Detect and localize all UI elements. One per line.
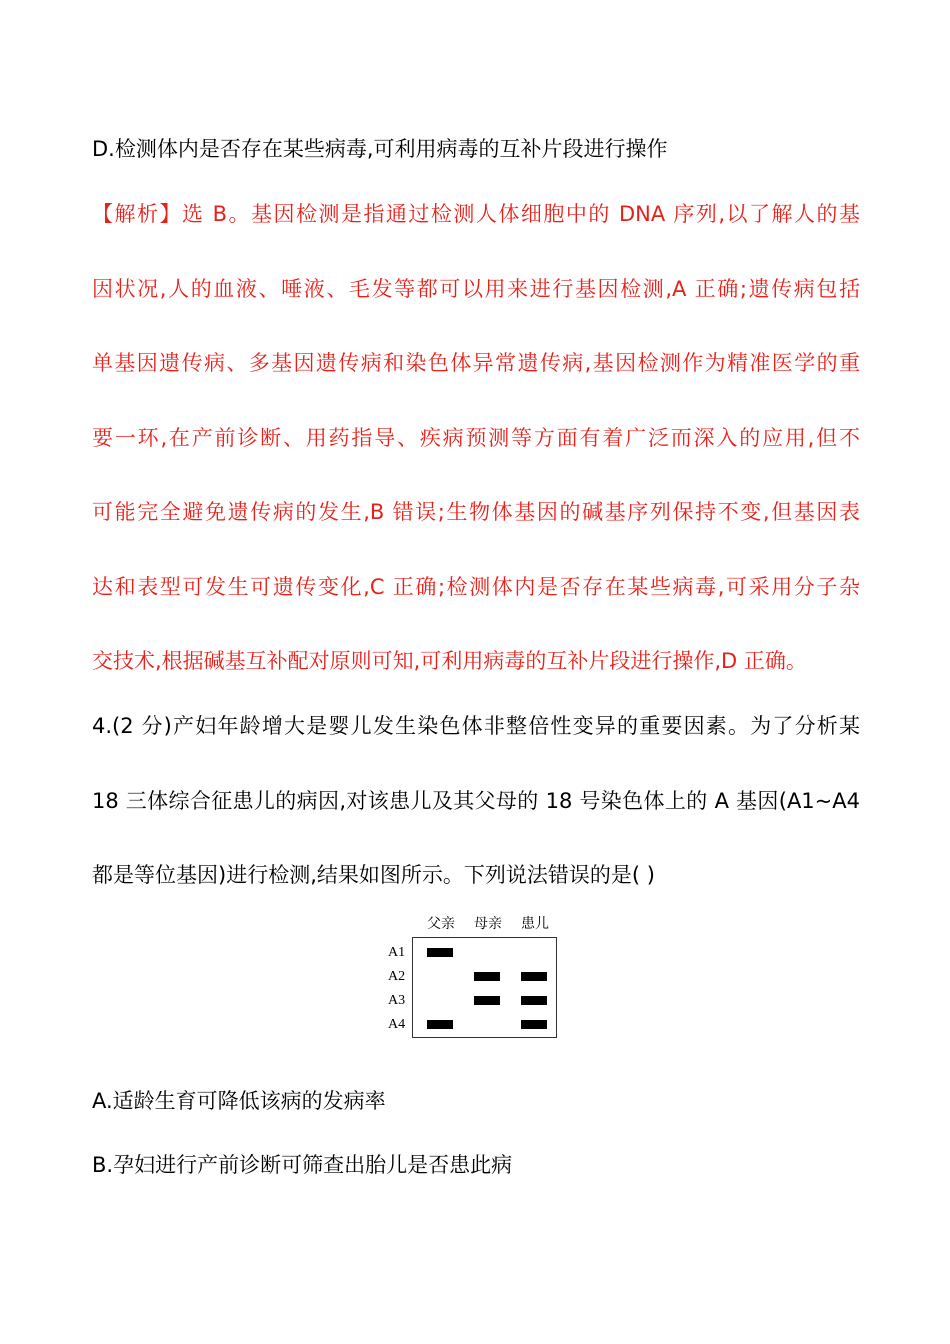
question-line: 都是等位基因)进行检测,结果如图所示。下列说法错误的是( ) (92, 863, 655, 887)
option-b: B.孕妇进行产前诊断可筛查出胎儿是否患此病 (92, 1153, 513, 1177)
gel-column-label-father: 父亲 (427, 916, 455, 932)
gel-row-label-a4: A4 (388, 1017, 406, 1032)
analysis-line: 因状况,人的血液、唾液、毛发等都可以用来进行基因检测,A 正确;遗传病包括 (92, 277, 860, 301)
gel-row-label-a1: A1 (388, 945, 406, 960)
option-d: D.检测体内是否存在某些病毒,可利用病毒的互补片段进行操作 (92, 137, 668, 161)
analysis-line: 要一环,在产前诊断、用药指导、疾病预测等方面有着广泛而深入的应用,但不 (92, 426, 860, 450)
analysis-line: 单基因遗传病、多基因遗传病和染色体异常遗传病,基因检测作为精准医学的重 (92, 351, 860, 375)
gel-band-a4-1 (427, 1020, 453, 1029)
gel-band-a3-2 (474, 996, 500, 1005)
gel-band-a2-3 (521, 972, 547, 981)
analysis-line: 可能完全避免遗传病的发生,B 错误;生物体基因的碱基序列保持不变,但基因表 (92, 500, 860, 524)
gel-row-label-a2: A2 (388, 969, 406, 984)
gel-band-a2-2 (474, 972, 500, 981)
analysis-line: 达和表型可发生可遗传变化,C 正确;检测体内是否存在某些病毒,可采用分子杂 (92, 575, 860, 599)
gel-column-label-child: 患儿 (521, 916, 549, 932)
question-line: 18 三体综合征患儿的病因,对该患儿及其父母的 18 号染色体上的 A 基因(A1~A4 (92, 789, 860, 813)
analysis-line: 【解析】选 B。基因检测是指通过检测人体细胞中的 DNA 序列,以了解人的基 (92, 202, 860, 226)
gel-band-a3-3 (521, 996, 547, 1005)
gel-band-a4-3 (521, 1020, 547, 1029)
gel-row-label-a3: A3 (388, 993, 406, 1008)
question-line: 4.(2 分)产妇年龄增大是婴儿发生染色体非整倍性变异的重要因素。为了分析某 (92, 714, 860, 738)
analysis-line: 交技术,根据碱基互补配对原则可知,可利用病毒的互补片段进行操作,D 正确。 (92, 649, 807, 673)
gel-band-a1-1 (427, 948, 453, 957)
gel-column-label-mother: 母亲 (474, 916, 502, 932)
option-a: A.适龄生育可降低该病的发病率 (92, 1089, 386, 1113)
